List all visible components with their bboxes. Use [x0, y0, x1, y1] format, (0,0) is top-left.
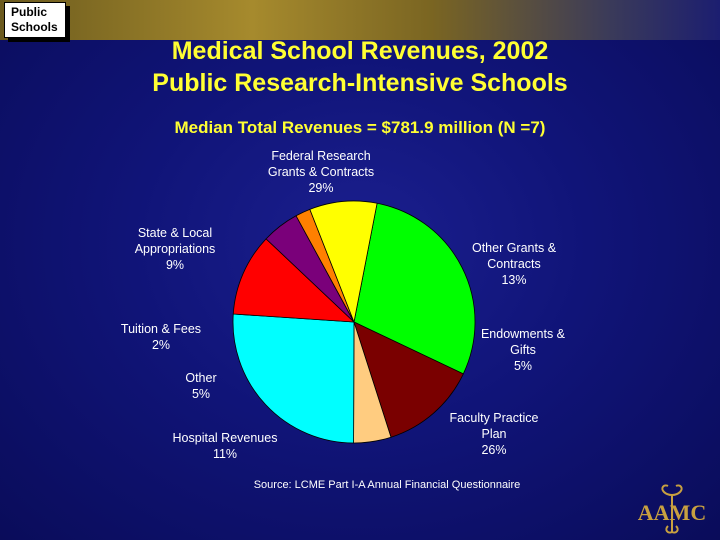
chart-subtitle: Median Total Revenues = $781.9 million (N =7) — [174, 118, 546, 137]
slice-label-7: State & Local Appropriations 9% — [134, 226, 216, 272]
aamc-logo-text: AAMC — [637, 500, 707, 525]
slice-label-4: Hospital Revenues 11% — [172, 431, 278, 461]
badge-line-1: Public — [11, 5, 48, 19]
slice-label-6: Tuition & Fees 2% — [120, 322, 202, 352]
source-note: Source: LCME Part I-A Annual Financial Questionnaire — [253, 479, 521, 491]
slice-label-2: Endowments & Gifts 5% — [480, 327, 566, 373]
badge-line-2: Schools — [11, 20, 58, 34]
slice-label-0: Federal Research Grants & Contracts 29% — [267, 149, 375, 195]
page-title-line-1: Medical School Revenues, 2002 — [171, 37, 549, 65]
slice-label-5: Other 5% — [185, 371, 217, 401]
aamc-logo — [632, 482, 712, 534]
page-title-line-2: Public Research-Intensive Schools — [152, 69, 568, 97]
pie-slice-3 — [233, 314, 354, 443]
slice-label-1: Other Grants & Contracts 13% — [471, 241, 557, 287]
slice-label-3: Faculty Practice Plan 26% — [449, 411, 539, 457]
